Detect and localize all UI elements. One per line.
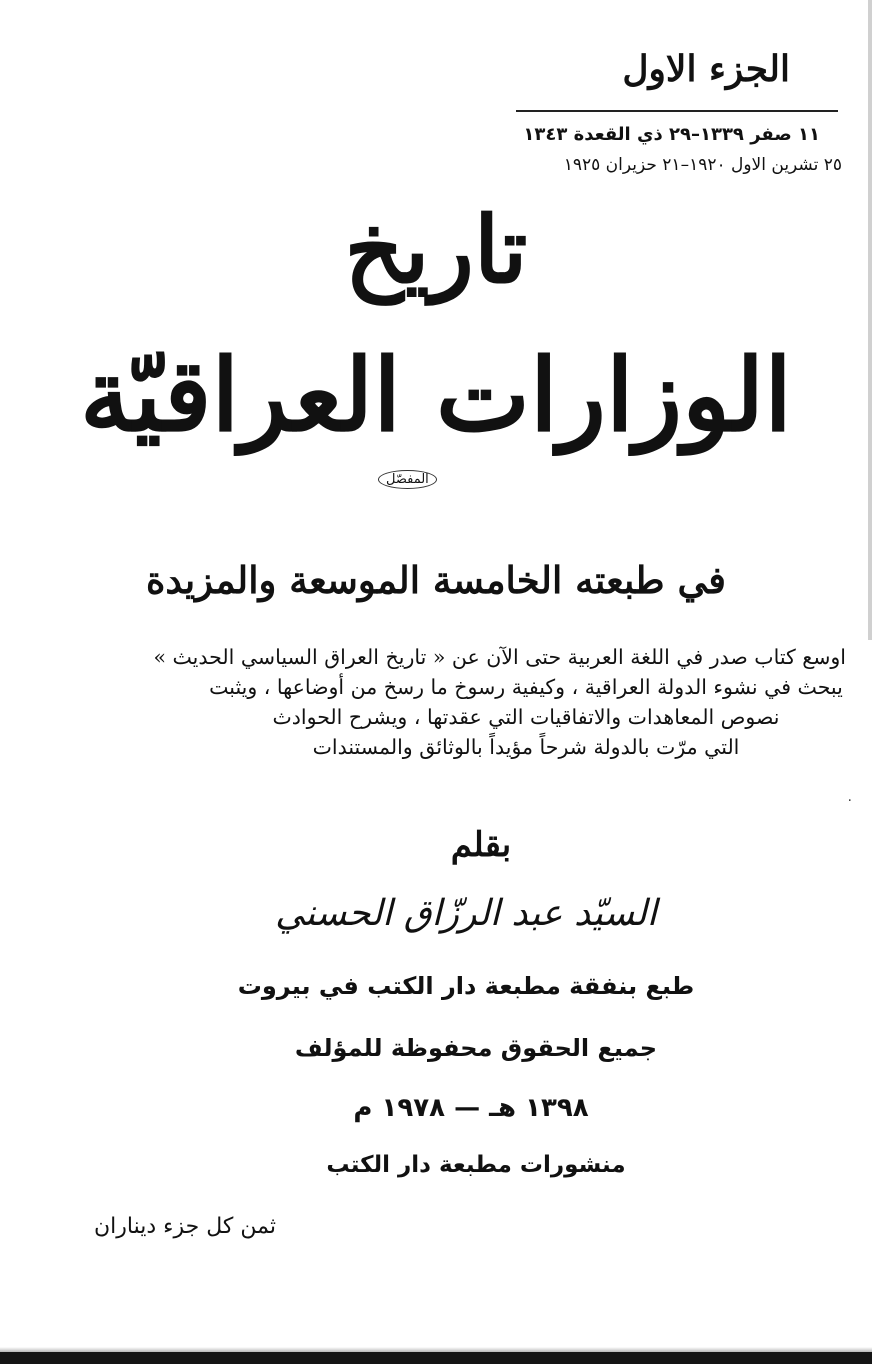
date-range-hijri: ١١ صفر ١٣٣٩–٢٩ ذي القعدة ١٣٤٣ bbox=[523, 124, 820, 145]
title-badge: المفصّل bbox=[378, 470, 437, 489]
volume-label: الجزء الاول bbox=[622, 48, 790, 90]
printing-note: طبع بنفقة مطبعة دار الكتب في بيروت bbox=[237, 972, 695, 1000]
price-note: ثمن كل جزء ديناران bbox=[94, 1214, 276, 1239]
description-line: اوسع كتاب صدر في اللغة العربية حتى الآن عن « تاريخ العراق السياسي الحديث » bbox=[153, 645, 846, 669]
description-line: التي مرّت بالدولة شرحاً مؤيداً بالوثائق والمستندات bbox=[312, 735, 740, 759]
edition-subtitle: في طبعته الخامسة الموسعة والمزيدة bbox=[146, 558, 726, 602]
copyright-note: جميع الحقوق محفوظة للمؤلف bbox=[294, 1034, 658, 1062]
volume-underline bbox=[516, 110, 838, 112]
publisher-line: منشورات مطبعة دار الكتب bbox=[326, 1152, 626, 1178]
title-line-1: تاريخ bbox=[344, 196, 528, 304]
description-line: يبحث في نشوء الدولة العراقية ، وكيفية رسوخ ما رسخ من أوضاعها ، ويثبت bbox=[209, 675, 843, 699]
scan-edge-right bbox=[868, 0, 872, 640]
description-line: نصوص المعاهدات والاتفاقيات التي عقدتها ، ويشرح الحوادث bbox=[272, 705, 780, 729]
byline: بقلم bbox=[450, 825, 512, 865]
author-name: السيّد عبد الرزّاق الحسني bbox=[275, 893, 657, 934]
scan-mark: ٠ bbox=[846, 792, 854, 808]
description-paragraph bbox=[153, 642, 846, 762]
scan-edge-bottom bbox=[0, 1352, 872, 1364]
date-range-gregorian: ٢٥ تشرين الاول ١٩٢٠–٢١ حزيران ١٩٢٥ bbox=[563, 155, 842, 175]
publication-year: ١٣٩٨ هـ — ١٩٧٨ م bbox=[353, 1093, 589, 1123]
title-line-2: الوزارات العراقيّة bbox=[79, 336, 793, 454]
